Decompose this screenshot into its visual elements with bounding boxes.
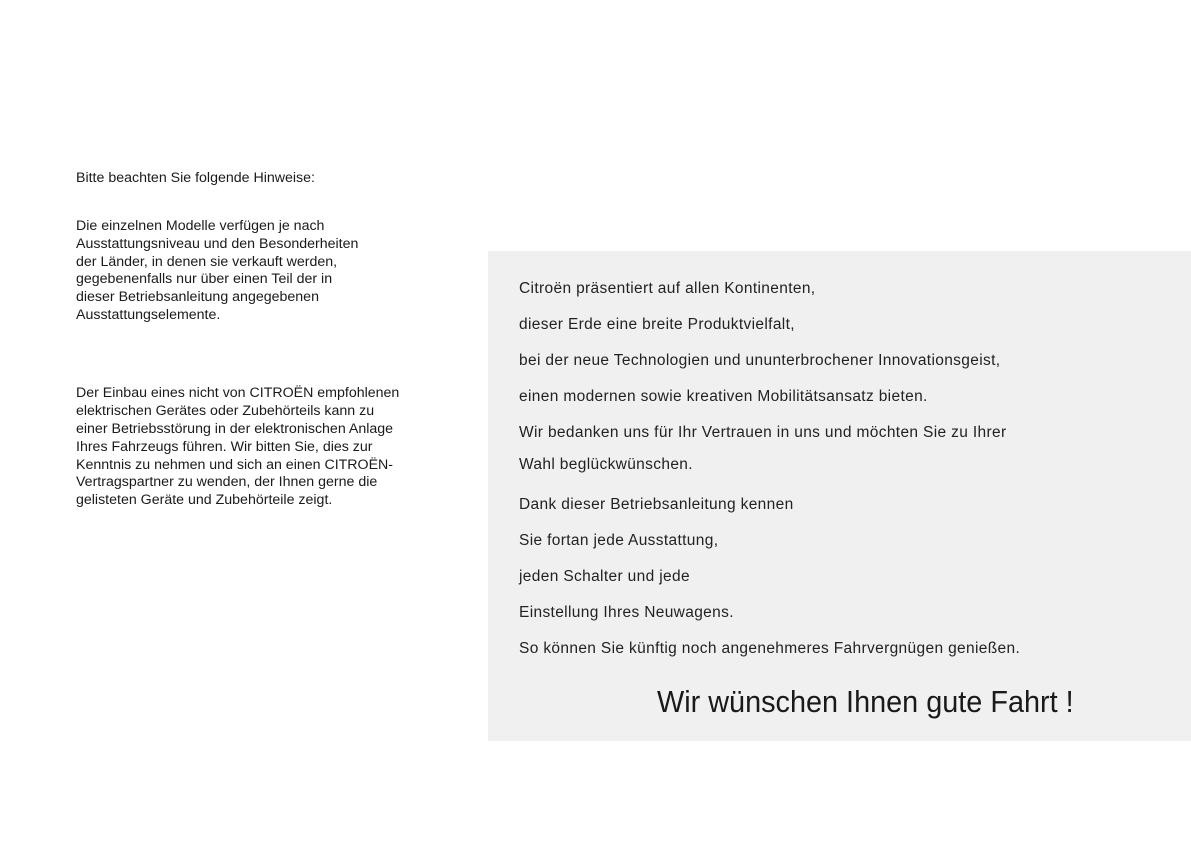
paragraph-line: dieser Betriebsanleitung angegebenen	[76, 289, 319, 305]
welcome-line: Wahl beglückwünschen.	[519, 456, 693, 473]
paragraph-line: Vertragspartner zu wenden, der Ihnen gerne die	[76, 474, 378, 490]
paragraph-line: Kenntnis zu nehmen und sich an einen CITROËN-	[76, 457, 394, 473]
paragraph-line: gelisteten Geräte und Zubehörteile zeigt.	[76, 492, 333, 508]
paragraph-line: Ausstattungselemente.	[76, 307, 221, 323]
welcome-line: dieser Erde eine breite Produktvielfalt,	[519, 316, 795, 333]
welcome-line: Wir bedanken uns für Ihr Vertrauen in uns und möchten Sie zu Ihrer	[519, 424, 1007, 441]
welcome-line: So können Sie künftig noch angenehmeres Fahrvergnügen genießen.	[519, 640, 1021, 657]
paragraph-line: Ausstattungsniveau und den Besonderheiten	[76, 236, 359, 252]
closing-greeting: Wir wünschen Ihnen gute Fahrt !	[657, 684, 1074, 719]
paragraph-line: gegebenenfalls nur über einen Teil der in	[76, 271, 333, 287]
welcome-line: Dank dieser Betriebsanleitung kennen	[519, 496, 794, 513]
paragraph-line: Die einzelnen Modelle verfügen je nach	[76, 218, 325, 234]
welcome-panel	[488, 251, 1191, 741]
welcome-line: Sie fortan jede Ausstattung,	[519, 532, 719, 549]
welcome-line: jeden Schalter und jede	[519, 568, 690, 585]
paragraph-line: der Länder, in denen sie verkauft werden,	[76, 254, 338, 270]
paragraph-line: elektrischen Gerätes oder Zubehörteils kann zu	[76, 403, 375, 419]
welcome-line: Citroën präsentiert auf allen Kontinenten,	[519, 280, 816, 297]
welcome-line: bei der neue Technologien und ununterbrochener Innovationsgeist,	[519, 352, 1001, 369]
notes-heading: Bitte beachten Sie folgende Hinweise:	[76, 170, 315, 186]
paragraph-line: einer Betriebsstörung in der elektronischen Anlage	[76, 421, 394, 437]
paragraph-line: Ihres Fahrzeugs führen. Wir bitten Sie, dies zur	[76, 439, 373, 455]
welcome-line: einen modernen sowie kreativen Mobilitätsansatz bieten.	[519, 388, 928, 405]
welcome-line: Einstellung Ihres Neuwagens.	[519, 604, 734, 621]
paragraph-line: Der Einbau eines nicht von CITROËN empfohlenen	[76, 385, 400, 401]
